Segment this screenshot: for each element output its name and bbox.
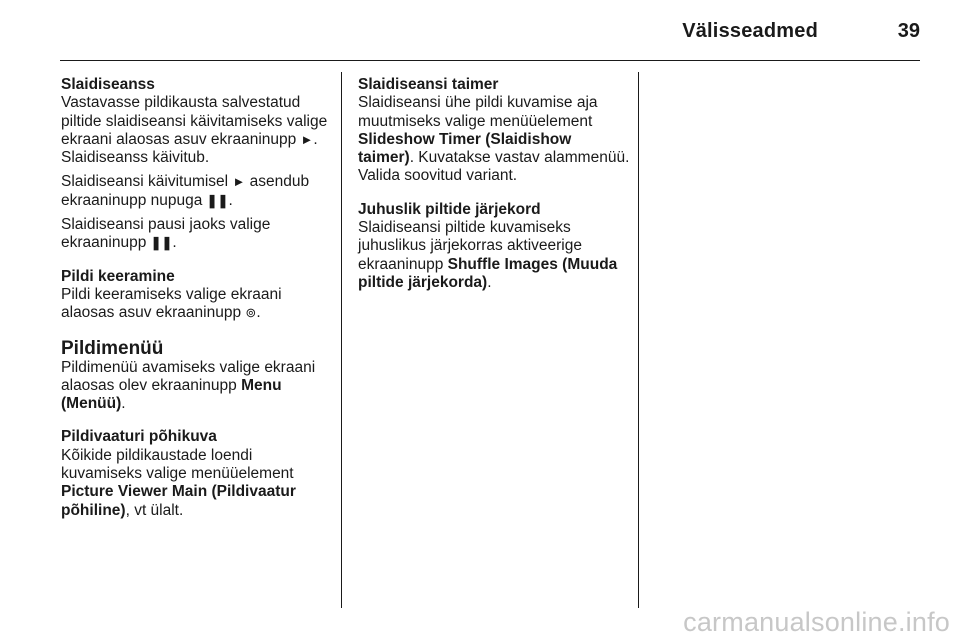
slideshow-paragraph-1 xyxy=(61,94,333,167)
text-run: Slaidiseansi käivitumisel xyxy=(61,173,233,191)
text-run: . xyxy=(228,191,233,209)
menu-item-label: Slideshow Timer (Slaidishow taimer) xyxy=(358,130,572,167)
section-heading-main-view: Pildivaaturi põhikuva xyxy=(61,428,217,446)
rotate-icon: ⊚ xyxy=(245,305,257,321)
section-shuffle xyxy=(358,201,630,292)
text-run: Vastavasse pildikausta salvestatud piltide slaidiseansi käivitamiseks valige ekraani alaosas asuv ekraaninupp xyxy=(61,94,328,148)
text-run: Slaidiseansi pausi jaoks valige ekraaninupp xyxy=(61,216,271,252)
column-2 xyxy=(358,76,630,307)
menu-paragraph xyxy=(61,359,333,414)
text-run: Pildimenüü avamiseks valige ekraani alaosas olev ekraaninupp xyxy=(61,358,316,394)
timer-paragraph xyxy=(358,94,630,185)
section-heading-rotate: Pildi keeramine xyxy=(61,267,175,285)
page-header-title: Välisseadmed xyxy=(682,20,818,42)
section-heading-slideshow: Slaidiseanss xyxy=(61,76,155,93)
shuffle-button-label: Shuffle Images (Muuda piltide järjekorda) xyxy=(358,255,618,291)
text-run: Kõikide pildikaustade loendi kuvamiseks valige menüüelement xyxy=(61,446,294,483)
slideshow-paragraph-2 xyxy=(61,173,333,210)
text-run: Pildi keeramiseks valige ekraani alaosas asuv ekraaninupp xyxy=(61,285,282,322)
section-heading-menu: Pildimenüü xyxy=(61,337,164,359)
pause-icon: ❚❚ xyxy=(150,235,173,251)
text-run: . Kuvatakse vastav alammenüü. Valida soovitud variant. xyxy=(358,149,630,185)
section-main-view xyxy=(61,428,333,519)
text-run: . xyxy=(256,304,261,322)
text-run: . Slaidiseanss käivitub. xyxy=(61,130,318,167)
text-run: . xyxy=(121,395,126,413)
text-run: . xyxy=(487,273,492,291)
section-menu xyxy=(61,338,333,414)
text-run: , vt ülalt. xyxy=(125,501,184,519)
main-view-paragraph xyxy=(61,447,333,520)
pause-icon: ❚❚ xyxy=(206,192,229,208)
section-heading-shuffle: Juhuslik piltide järjekord xyxy=(358,200,541,218)
section-heading-timer: Slaidiseansi taimer xyxy=(358,76,499,93)
section-rotate xyxy=(61,268,333,323)
page-number: 39 xyxy=(897,20,920,42)
slideshow-paragraph-3 xyxy=(61,216,333,253)
column-divider-right xyxy=(638,72,639,608)
column-divider-left xyxy=(341,72,342,608)
rotate-paragraph xyxy=(61,286,333,323)
menu-item-label: Picture Viewer Main (Pildivaatur põhiline) xyxy=(61,483,296,519)
text-run: Slaidiseansi piltide kuvamiseks juhuslikus järjekorras aktiveerige ekraaninupp xyxy=(358,219,582,273)
text-run: asendub ekraaninupp nupuga xyxy=(61,173,310,209)
text-run: Slaidiseansi ühe pildi kuvamise aja muutmiseks valige menüüelement xyxy=(358,94,598,130)
column-1 xyxy=(61,76,333,535)
menu-button-label: Menu (Menüü) xyxy=(61,376,282,413)
watermark: carmanualsonline.info xyxy=(683,607,950,637)
play-icon: ► xyxy=(300,131,314,147)
section-slideshow xyxy=(61,76,333,253)
header-rule xyxy=(60,60,920,61)
play-icon: ► xyxy=(232,174,246,190)
shuffle-paragraph xyxy=(358,219,630,292)
text-run: . xyxy=(172,234,177,252)
section-timer xyxy=(358,76,630,186)
